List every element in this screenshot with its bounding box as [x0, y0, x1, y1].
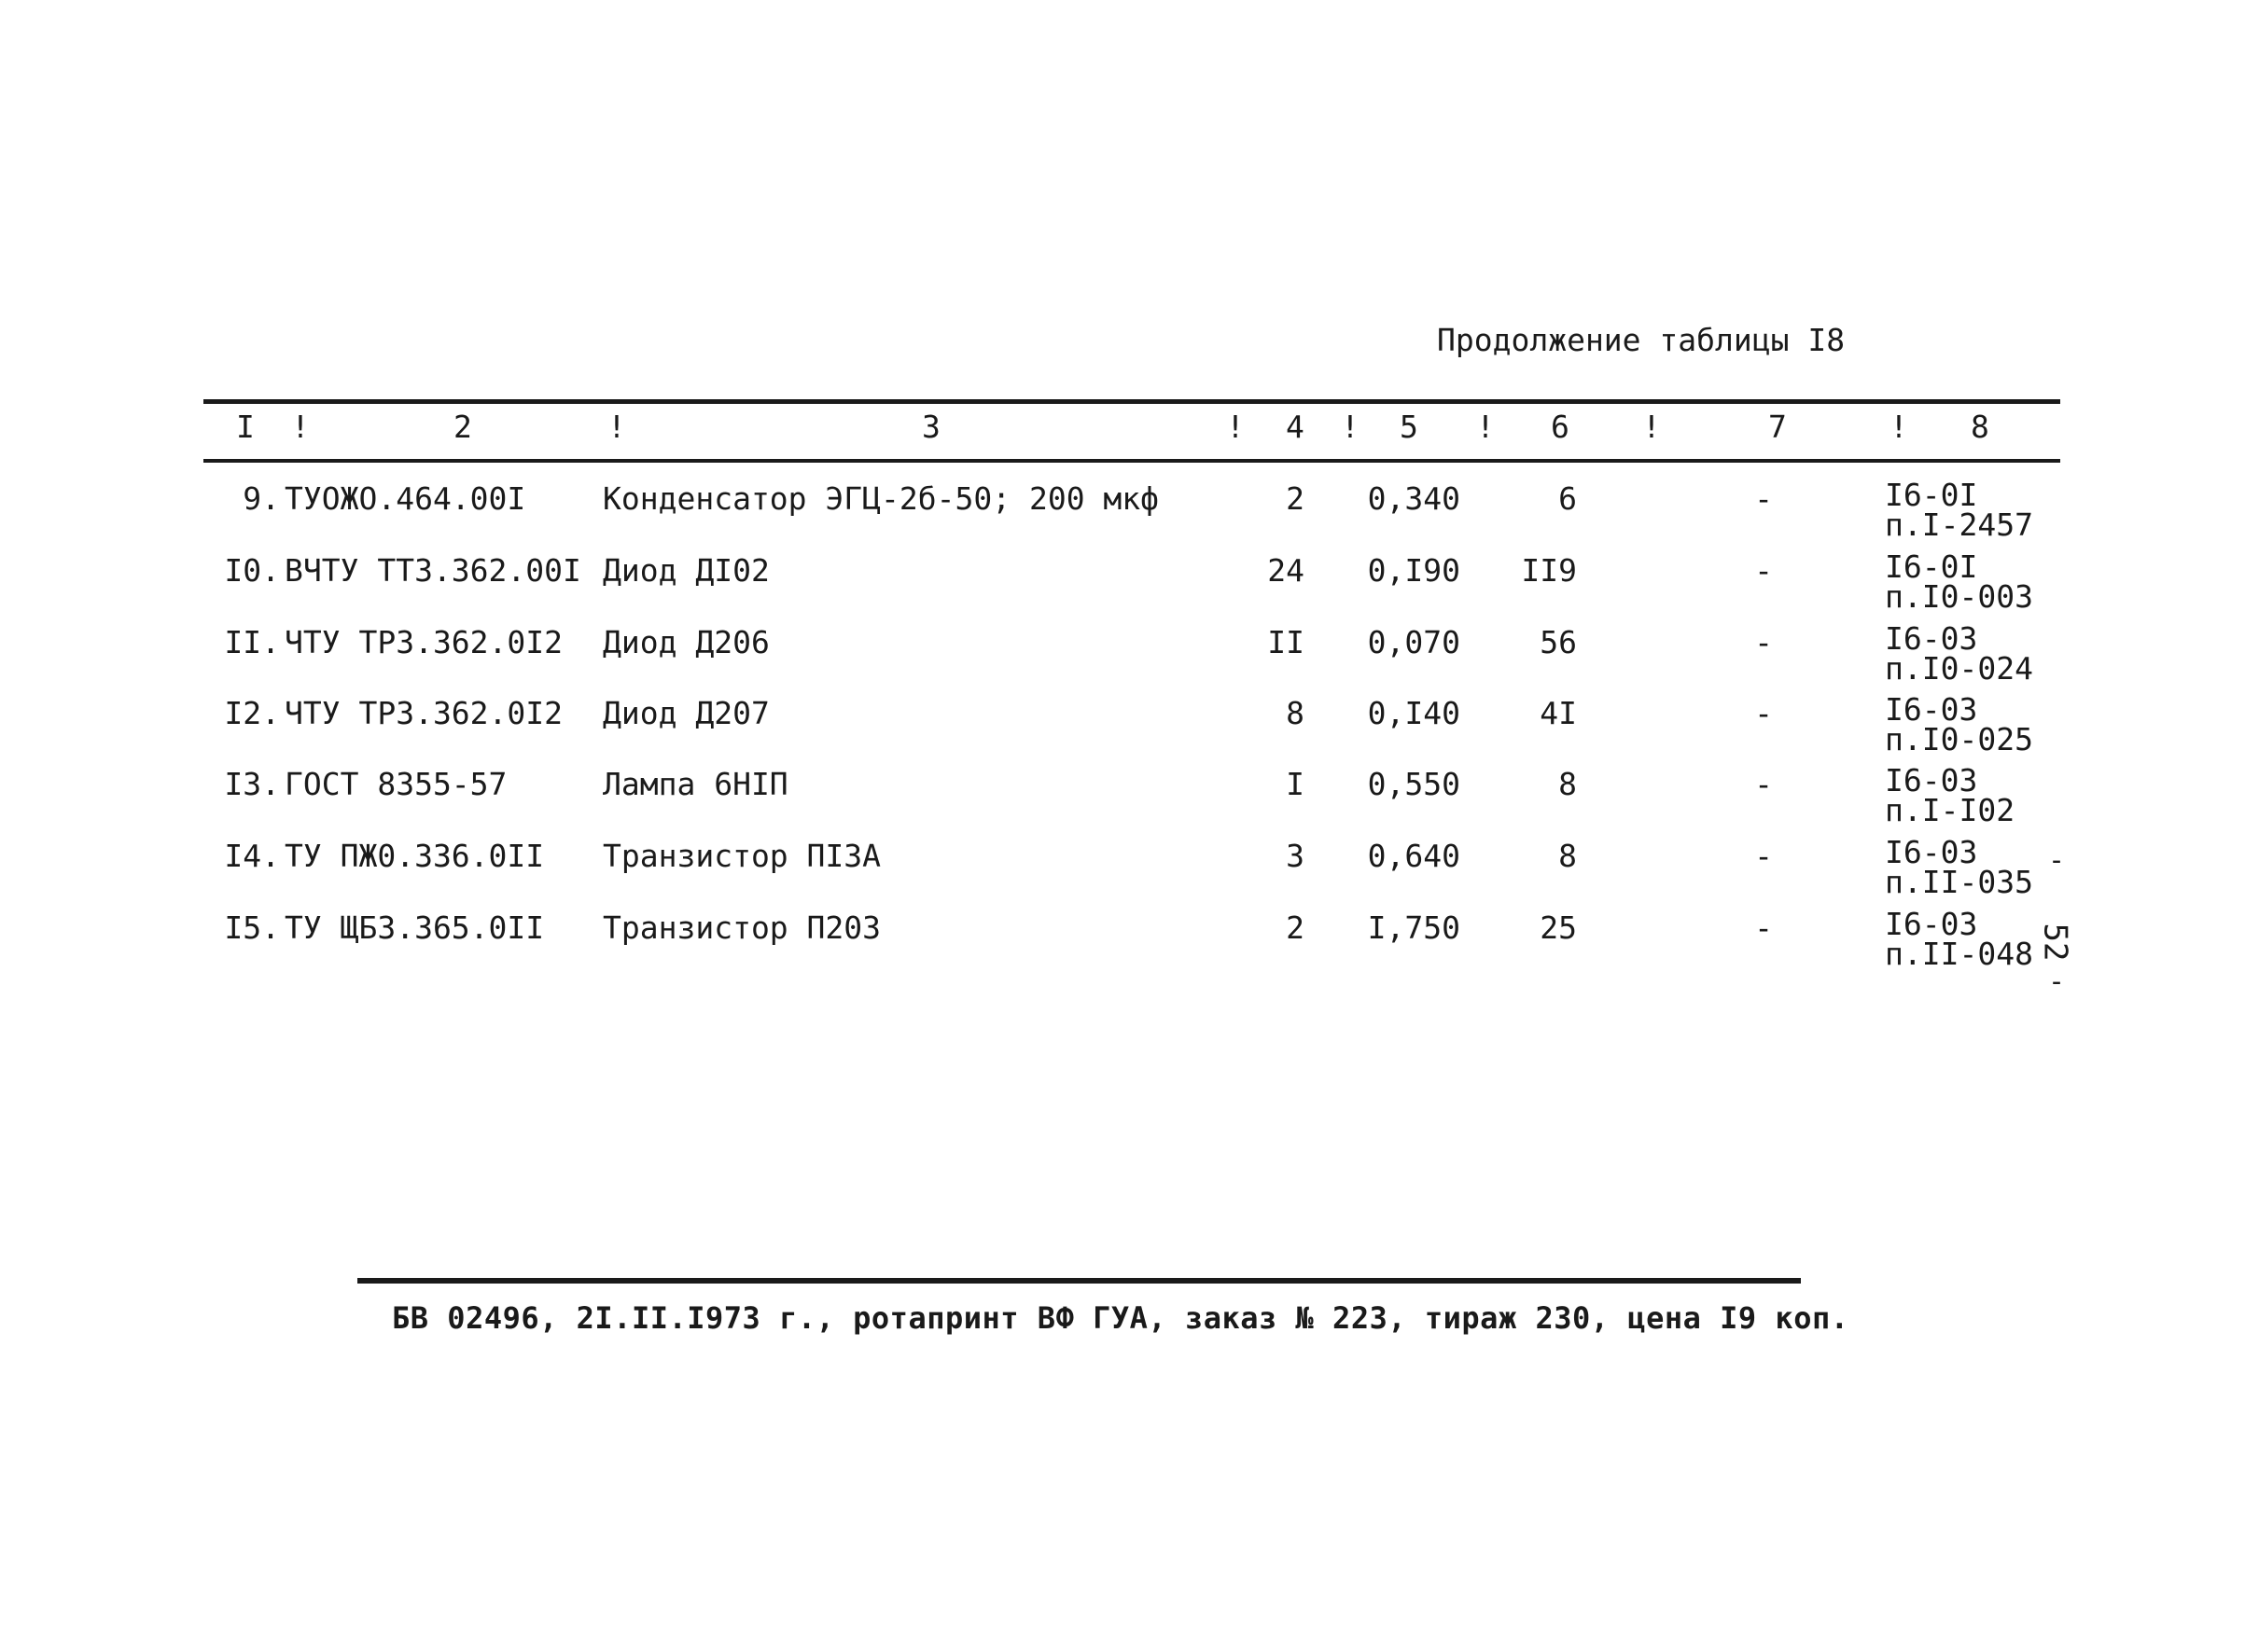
row-code: ТУОЖО.464.00I [285, 480, 526, 517]
row-col-8 [1885, 548, 2033, 615]
table-row [0, 691, 2259, 766]
row-col-5: 0,I40 [1367, 695, 1460, 731]
row-col-8-code: I6-0I [1885, 548, 1978, 585]
row-col-6: 6 [1558, 480, 1577, 517]
row-col-8-code: I6-03 [1885, 691, 1978, 728]
header-col-1: I [236, 409, 255, 445]
header-separator: ! [1226, 409, 1245, 445]
row-col-6: 8 [1558, 766, 1577, 802]
row-col-6: 56 [1540, 624, 1577, 660]
row-col-8-code: I6-0I [1885, 477, 1978, 513]
row-col-8-code: I6-03 [1885, 762, 1978, 798]
row-col-8 [1885, 691, 2033, 757]
row-col-8-item: п.I0-025 [1885, 721, 2033, 757]
row-col-5: 0,640 [1367, 838, 1460, 874]
table-row [0, 477, 2259, 551]
row-number: I3. [224, 766, 280, 802]
row-col-4: 3 [1286, 838, 1304, 874]
row-col-7: - [1754, 695, 1773, 731]
row-col-8 [1885, 834, 2033, 900]
header-separator: ! [1889, 409, 1908, 445]
row-name: Транзистор ПI3А [603, 838, 882, 874]
row-col-8-code: I6-03 [1885, 906, 1978, 942]
table-row [0, 834, 2259, 909]
row-col-5: 0,550 [1367, 766, 1460, 802]
row-name: Конденсатор ЭГЦ-2б-50; 200 мкф [603, 480, 1160, 517]
row-col-8 [1885, 906, 2033, 972]
row-col-8-code: I6-03 [1885, 834, 1978, 870]
row-col-6: 8 [1558, 838, 1577, 874]
header-col-4: 4 [1286, 409, 1304, 445]
row-number: 9. [243, 480, 280, 517]
row-number: I0. [224, 552, 280, 589]
page-number: 52 [2036, 923, 2074, 962]
row-col-7: - [1754, 766, 1773, 802]
row-col-4: II [1267, 624, 1304, 660]
table-row [0, 620, 2259, 695]
row-name: Диод ДI02 [603, 552, 770, 589]
row-col-4: 8 [1286, 695, 1304, 731]
row-name: Лампа 6НIП [603, 766, 788, 802]
row-code: ТУ ЩБЗ.365.0II [285, 909, 545, 946]
row-code: ЧТУ ТРЗ.362.0I2 [285, 695, 564, 731]
table-row [0, 548, 2259, 623]
page-number-dash-bottom: - [2048, 965, 2066, 998]
row-col-7: - [1754, 909, 1773, 946]
header-separator: ! [1476, 409, 1495, 445]
header-col-8: 8 [1971, 409, 1989, 445]
row-code: ТУ ПЖ0.336.0II [285, 838, 545, 874]
row-col-5: I,750 [1367, 909, 1460, 946]
row-number: II. [224, 624, 280, 660]
header-separator: ! [1341, 409, 1360, 445]
header-col-2: 2 [453, 409, 472, 445]
row-col-7: - [1754, 552, 1773, 589]
row-col-7: - [1754, 838, 1773, 874]
footer-rule [357, 1278, 1801, 1284]
row-col-6: II9 [1521, 552, 1577, 589]
row-col-7: - [1754, 480, 1773, 517]
row-name: Диод Д207 [603, 695, 770, 731]
row-col-4: 2 [1286, 480, 1304, 517]
row-col-8-item: п.II-048 [1885, 936, 2033, 972]
row-number: I2. [224, 695, 280, 731]
header-col-3: 3 [922, 409, 941, 445]
row-code: ГОСТ 8355-57 [285, 766, 508, 802]
row-col-6: 25 [1540, 909, 1577, 946]
row-col-8 [1885, 477, 2033, 543]
row-col-8 [1885, 762, 2015, 828]
header-separator: ! [1642, 409, 1661, 445]
header-col-5: 5 [1400, 409, 1418, 445]
header-separator: ! [607, 409, 626, 445]
row-col-5: 0,340 [1367, 480, 1460, 517]
row-number: I5. [224, 909, 280, 946]
row-number: I4. [224, 838, 280, 874]
row-code: ВЧТУ ТТЗ.362.00I [285, 552, 581, 589]
imprint-footer: БВ 02496, 2I.II.I973 г., ротапринт ВФ ГУА, заказ № 223, тираж 230, цена I9 коп. [392, 1300, 1849, 1336]
table-top-rule [203, 399, 2060, 404]
row-col-4: 24 [1267, 552, 1304, 589]
row-code: ЧТУ ТРЗ.362.0I2 [285, 624, 564, 660]
row-col-8-item: п.II-035 [1885, 864, 2033, 900]
row-col-8-item: п.I-2457 [1885, 507, 2033, 543]
row-col-8-item: п.I-I02 [1885, 792, 2015, 828]
row-col-8 [1885, 620, 2033, 687]
table-row [0, 762, 2259, 837]
row-col-8-code: I6-03 [1885, 620, 1978, 657]
row-col-5: 0,070 [1367, 624, 1460, 660]
row-col-4: I [1286, 766, 1304, 802]
row-name: Диод Д206 [603, 624, 770, 660]
row-name: Транзистор П203 [603, 909, 882, 946]
row-col-8-item: п.I0-024 [1885, 650, 2033, 687]
page-number-dash-top: - [2048, 844, 2066, 877]
table-caption: Продолжение таблицы I8 [1437, 322, 1846, 358]
row-col-6: 4I [1540, 695, 1577, 731]
header-col-6: 6 [1551, 409, 1569, 445]
header-separator: ! [291, 409, 310, 445]
table-row [0, 906, 2259, 980]
row-col-4: 2 [1286, 909, 1304, 946]
header-col-7: 7 [1768, 409, 1787, 445]
row-col-5: 0,I90 [1367, 552, 1460, 589]
header-bottom-rule [203, 459, 2060, 463]
row-col-7: - [1754, 624, 1773, 660]
row-col-8-item: п.I0-003 [1885, 578, 2033, 615]
